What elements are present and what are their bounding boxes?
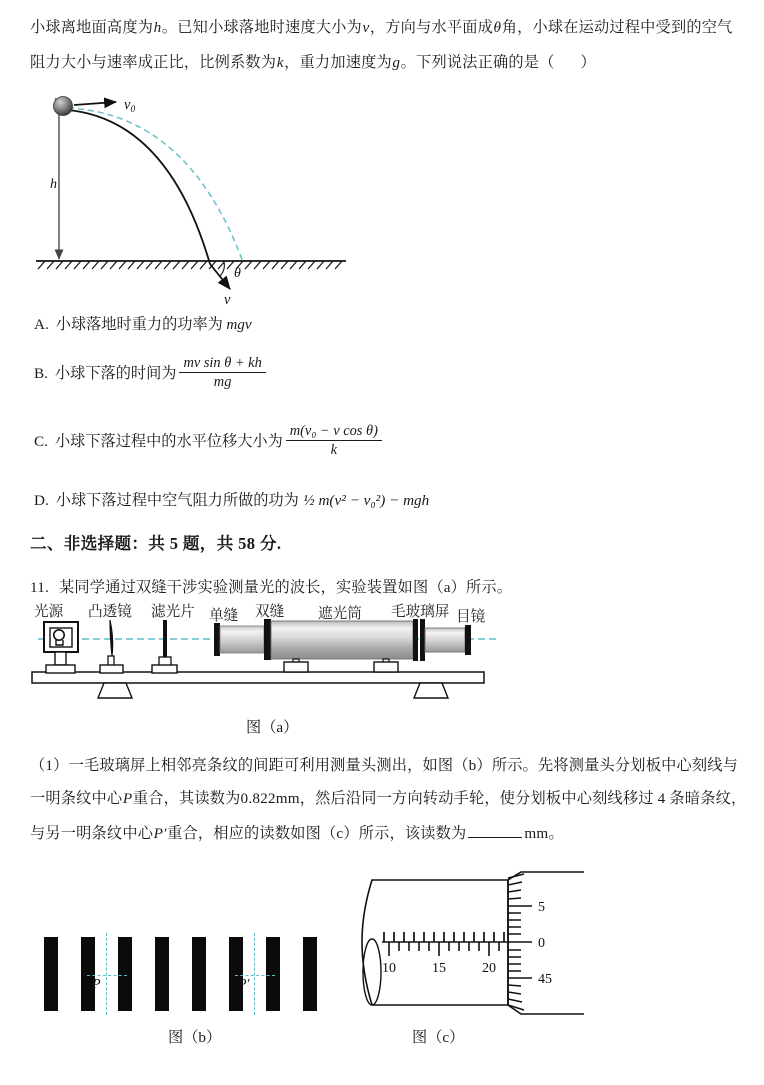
option-b-label: B. <box>34 364 48 382</box>
ideal-trajectory-curve <box>68 108 243 262</box>
light-source-component <box>44 622 78 673</box>
ground-glass-screen-component <box>413 619 425 661</box>
thimble-scale-label-5: 5 <box>538 900 545 915</box>
symbol-h: h <box>153 19 162 36</box>
bench-label-convex-lens: 凸透镜 <box>88 604 132 620</box>
symbol-theta: θ <box>493 19 502 36</box>
option-a-text: 小球落地时重力的功率为 <box>55 316 223 333</box>
option-b-fraction <box>179 355 265 390</box>
part1-text: 与另一明条纹中心 <box>30 825 154 842</box>
eyepiece-tube <box>425 628 465 652</box>
bench-label-light-source: 光源 <box>34 604 64 620</box>
tube-support-right <box>374 659 398 672</box>
section-2-heading: 二、非选择题：共 5 题，共 58 分. <box>30 534 282 553</box>
label-v0: $v_0$ <box>124 97 136 115</box>
fraction-numerator: mv sin θ + kh <box>183 355 262 371</box>
slit-tube-section <box>220 626 264 653</box>
label-P: P <box>92 977 101 992</box>
thimble-scale-ticks <box>508 874 532 1010</box>
actual-trajectory-curve <box>68 110 210 264</box>
main-scale-label-20: 20 <box>482 961 496 976</box>
figure-a-optical-bench <box>28 600 518 710</box>
fraction-denominator: k <box>286 440 382 458</box>
option-b <box>34 356 269 391</box>
question10-stem-line2 <box>30 47 596 78</box>
crosshair-vertical-P <box>106 933 107 1015</box>
part1-text: ，然后沿同一方向转动手轮，使分划板中心刻线移过 4 条暗条纹， <box>299 790 747 807</box>
answer-blank[interactable] <box>468 823 522 838</box>
fringe-bar <box>44 937 58 1011</box>
option-d-formula: ½ m(v² − v₀²) − mgh <box>303 492 430 509</box>
symbol-k: k <box>276 54 284 71</box>
option-c <box>34 424 385 459</box>
stem-text: ） <box>580 54 596 71</box>
option-d <box>34 488 430 514</box>
main-scale-label-15: 15 <box>432 961 446 976</box>
tube-support-left <box>284 659 308 672</box>
figure-c-micrometer <box>358 862 588 1027</box>
ground-hatching <box>38 261 342 269</box>
option-d-label: D. <box>34 492 49 509</box>
stem-text: 。已知小球落地时速度大小为 <box>161 19 362 36</box>
symbol-v: v <box>362 19 370 36</box>
thimble-top-edge <box>508 872 584 880</box>
ball <box>54 97 73 116</box>
optical-filter-component <box>152 620 177 673</box>
eyepiece-component <box>465 625 471 655</box>
question11-part1-line1 <box>30 750 738 781</box>
bench-foot-left <box>98 683 132 698</box>
fringe-bar <box>155 937 169 1011</box>
figure-c-caption: 图（c） <box>412 1029 465 1046</box>
question11-part1-line2 <box>30 783 746 814</box>
question11-stem <box>30 572 512 603</box>
thimble-bottom-edge <box>508 1005 584 1014</box>
stem-text: ，方向与水平面成 <box>369 19 494 36</box>
reading-value-1: 0.822mm <box>240 790 300 807</box>
question10-stem-line1 <box>30 12 733 43</box>
bench-label-ground-glass-screen: 毛玻璃屏 <box>391 604 450 620</box>
single-slit-component <box>214 623 220 656</box>
part1-text: 重合，相应的读数如图（c）所示，该读数为 <box>167 825 467 842</box>
double-slit-component <box>264 619 271 660</box>
fringe-bar <box>266 937 280 1011</box>
light-shield-tube-component <box>271 621 413 659</box>
figure-b-caption: 图（b） <box>168 1029 222 1046</box>
stem-text: 小球离地面高度为 <box>30 19 154 36</box>
option-d-text: 小球下落过程中空气阻力所做的功为 <box>55 492 299 509</box>
label-v: v <box>224 292 231 306</box>
point-P-prime-label: P′ <box>153 825 167 842</box>
fraction-denominator: mg <box>179 372 265 390</box>
part1-text: 。 <box>548 825 564 842</box>
bench-label-eyepiece: 目镜 <box>456 609 486 625</box>
label-P-prime: P′ <box>238 977 250 992</box>
crosshair-horizontal-P <box>87 975 127 976</box>
stem-text: 。下列说法正确的是（ <box>400 54 555 71</box>
v0-arrow <box>74 102 116 105</box>
option-c-fraction <box>286 423 382 458</box>
stem-text: ，重力加速度为 <box>284 54 392 71</box>
part1-text: （1）一毛玻璃屏上相邻亮条纹的间距可利用测量头测出，如图（b）所示。先将测量头分划板中心刻线与 <box>30 757 739 774</box>
v-arrow <box>210 264 230 289</box>
bench-label-double-slit: 双缝 <box>255 604 285 620</box>
option-a <box>34 312 252 338</box>
projectile-trajectory-figure <box>28 84 358 306</box>
option-b-text: 小球下落的时间为 <box>54 364 177 382</box>
crosshair-vertical-P-prime <box>254 933 255 1015</box>
fringe-bar <box>192 937 206 1011</box>
question11-text: 某同学通过双缝干涉实验测量光的波长，实验装置如图（a）所示。 <box>59 579 513 596</box>
fringe-bar <box>303 937 317 1011</box>
option-c-text: 小球下落过程中的水平位移大小为 <box>54 432 283 450</box>
stem-text: 角，小球在运动过程中受到的空气 <box>501 19 733 36</box>
symbol-g: g <box>392 54 401 71</box>
bench-foot-right <box>414 683 448 698</box>
part1-text: 一明条纹中心 <box>30 790 123 807</box>
thimble-scale-label-0: 0 <box>538 936 545 951</box>
crosshair-horizontal-P-prime <box>235 975 275 976</box>
label-h: h <box>50 177 57 192</box>
stem-text: 阻力大小与速率成正比，比例系数为 <box>30 54 277 71</box>
fraction-numerator: m(v₀ − v cos θ) <box>289 423 378 439</box>
figure-a-caption: 图（a） <box>246 719 299 736</box>
label-theta: θ <box>234 266 241 281</box>
option-a-label: A. <box>34 316 49 333</box>
question11-part1-line3 <box>30 818 564 849</box>
bench-label-optical-filter: 滤光片 <box>151 604 195 620</box>
option-a-formula: mgv <box>226 316 252 333</box>
bench-label-light-shield-tube: 遮光筒 <box>318 606 362 622</box>
fringe-bar <box>81 937 95 1011</box>
unit-mm: mm <box>524 825 549 842</box>
fringe-bar <box>229 937 243 1011</box>
figure-b-fringe-pattern <box>44 933 364 1023</box>
question11-number: 11. <box>30 579 50 596</box>
point-P-label: P <box>122 790 133 807</box>
option-c-label: C. <box>34 432 48 450</box>
main-scale-label-10: 10 <box>382 961 396 976</box>
thimble-scale-label-45: 45 <box>538 972 552 987</box>
bench-label-single-slit: 单缝 <box>209 608 239 624</box>
fringe-bar <box>118 937 132 1011</box>
part1-text: 重合，其读数为 <box>132 790 241 807</box>
convex-lens-component <box>100 620 123 673</box>
